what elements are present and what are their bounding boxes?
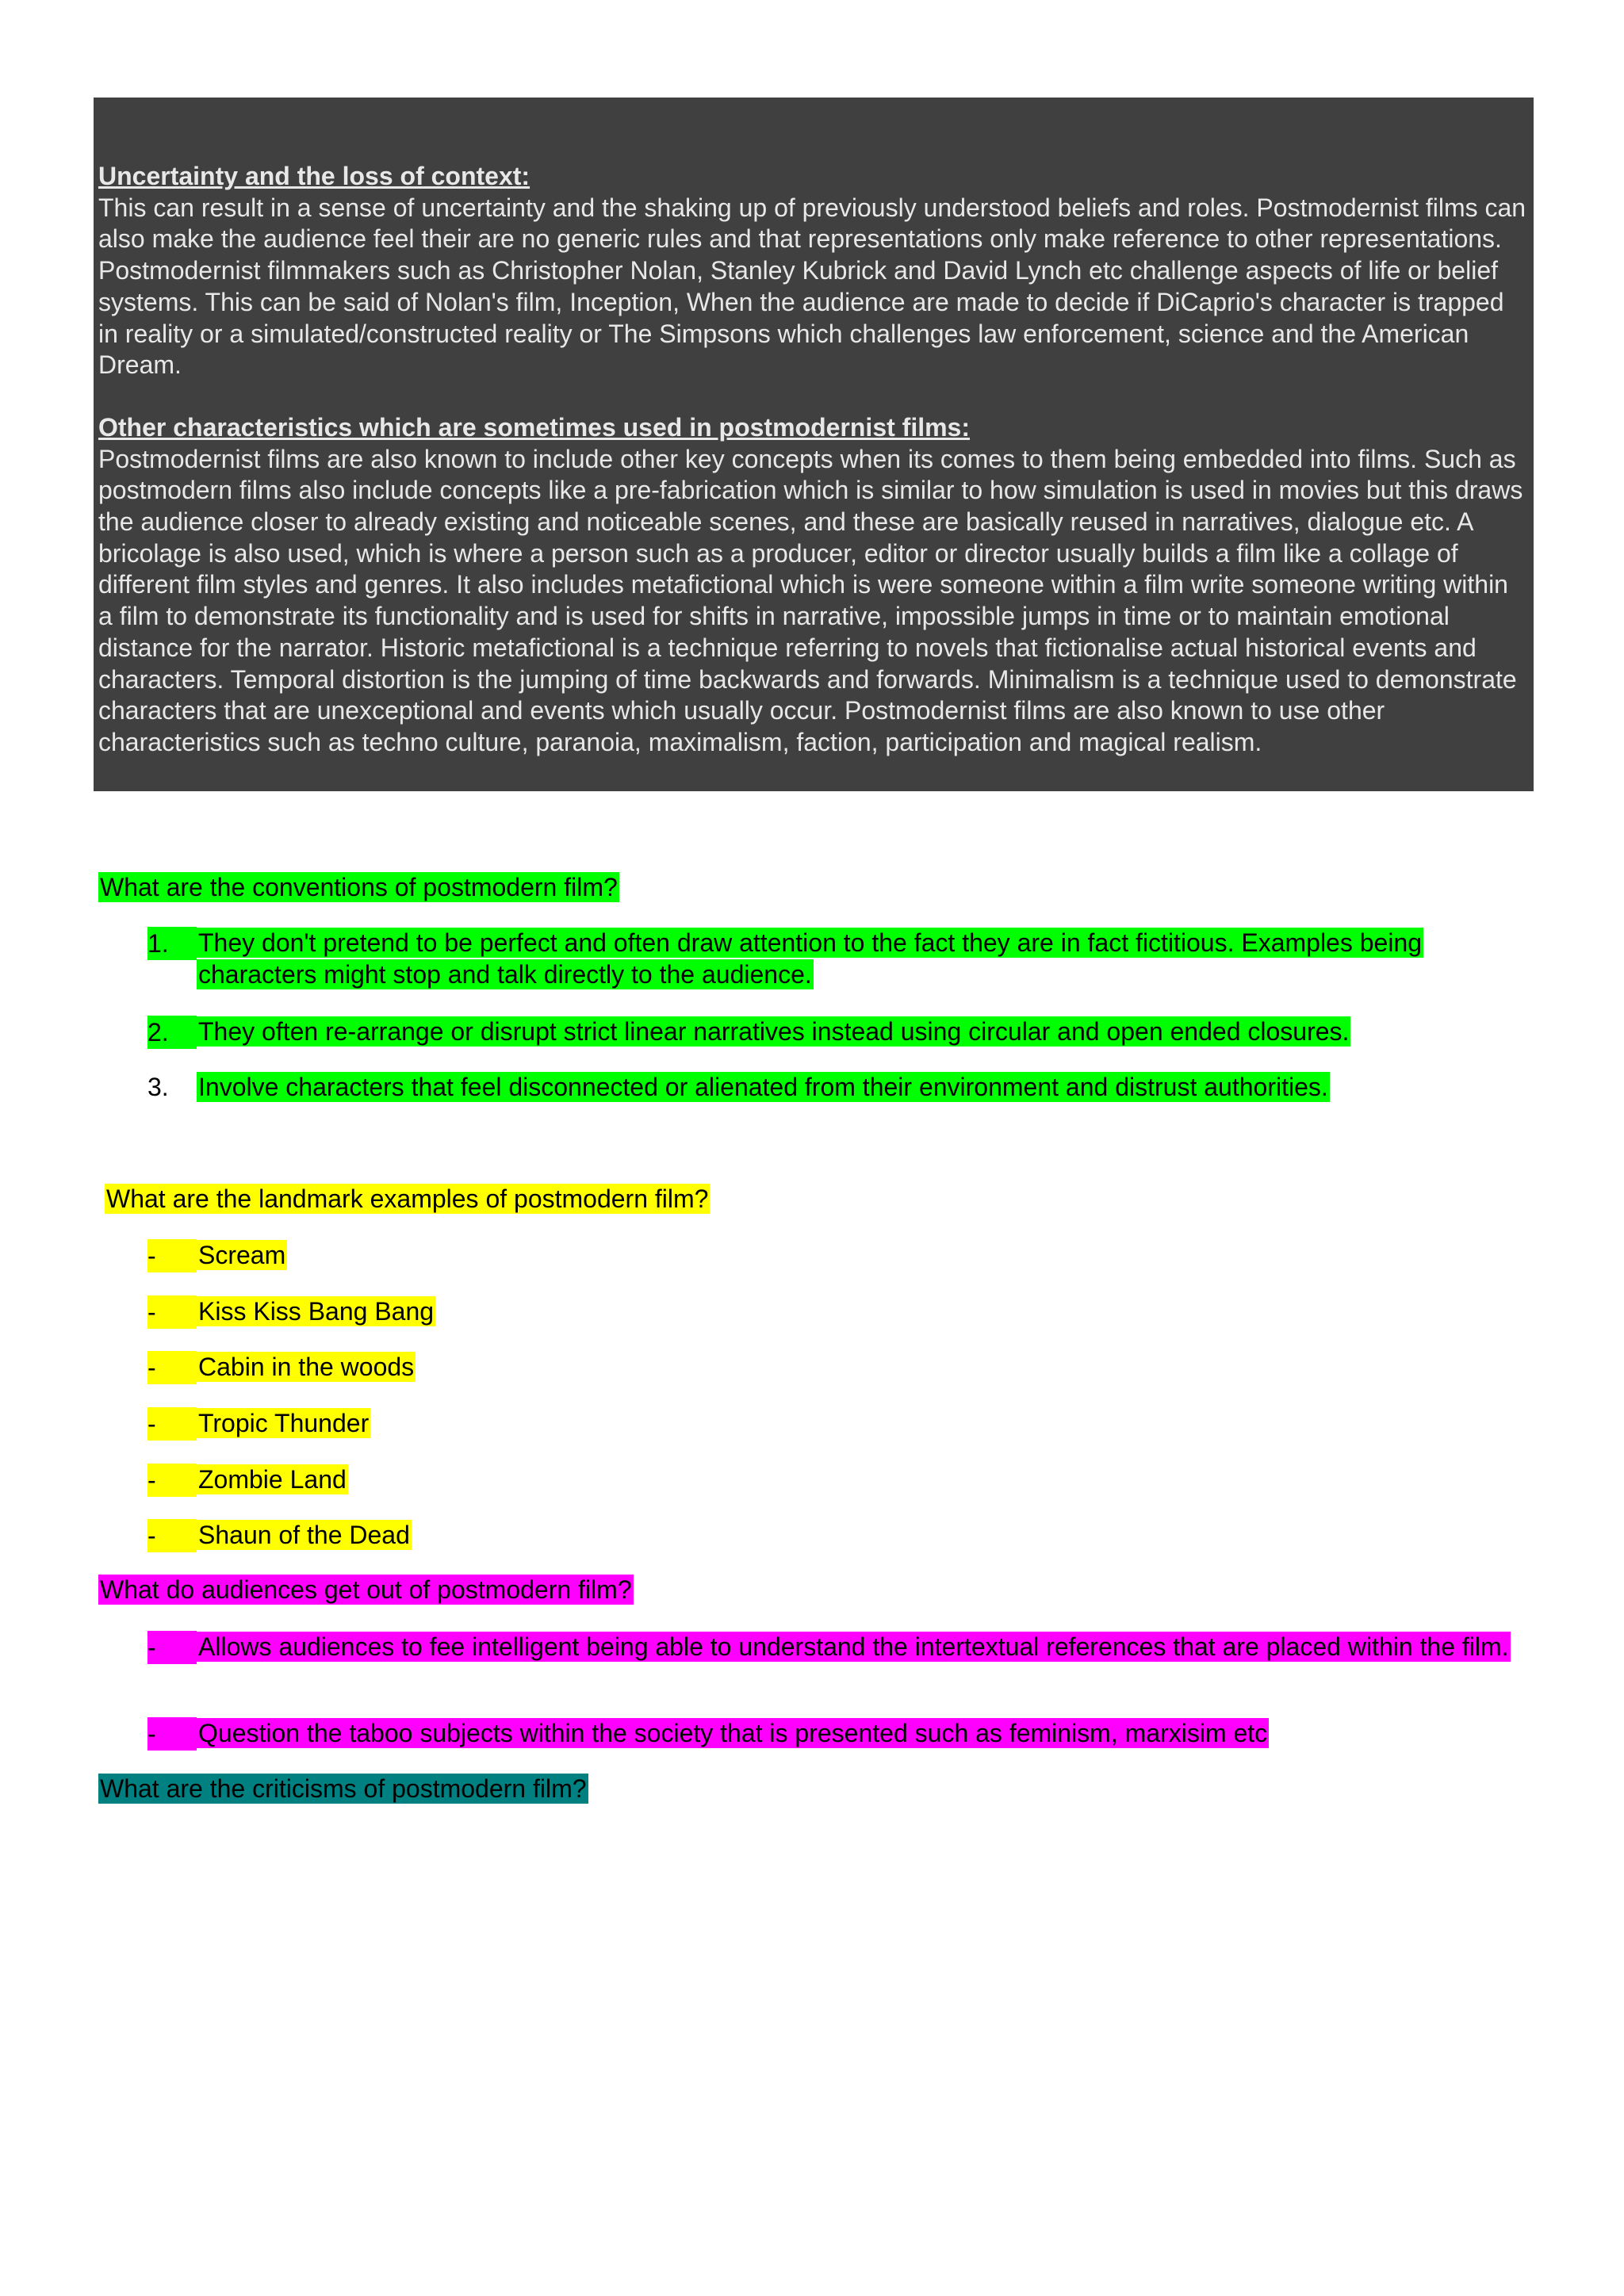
list-item bbox=[147, 1239, 1511, 1271]
paragraph-uncertainty: This can result in a sense of uncertainty and the shaking up of previously understood beliefs and roles. Postmodernist films can also make the audience feel their are no generic rules and that representations only make reference to other representations. Postmodernist filmmakers such as Christopher Nolan, Stanley Kubrick and David Lynch etc challenge aspects of life or belief systems. This can be said of Nolan's film, Inception, When the audience are made to decide if DiCaprio's character is trapped in reality or a simulated/constructed reality or The Simpsons which challenges law enforcement, science and the American Dream. bbox=[98, 193, 1526, 380]
list-item bbox=[147, 1016, 1511, 1047]
list-item bbox=[147, 1519, 1511, 1551]
list-item bbox=[147, 1631, 1511, 1663]
list-item bbox=[147, 1407, 1511, 1439]
list-marker: - bbox=[147, 1351, 197, 1384]
list-item-text: Shaun of the Dead bbox=[198, 1521, 410, 1549]
section-heading-uncertainty: Uncertainty and the loss of context: bbox=[98, 162, 530, 190]
question-landmarks-text: What are the landmark examples of postmodern film? bbox=[106, 1184, 709, 1213]
question-criticisms bbox=[98, 1774, 588, 1804]
list-marker: - bbox=[147, 1239, 197, 1272]
list-marker: - bbox=[147, 1407, 197, 1441]
paragraph-other-characteristics: Postmodernist films are also known to include other key concepts when its comes to them being embedded into films. Such as postmodern films also include concepts like a pre-fabrication which is similar to how simulation is used in movies but this draws the audience closer to already existing and noticeable scenes, and these are basically reused in narratives, dialogue etc. A bricolage is also used, which is where a person such as a producer, editor or director usually builds a film like a collage of different film styles and genres. It also includes metafictional which is were someone within a film write someone writing within a film to demonstrate its functionality and is used for shifts in narrative, impossible jumps in time or to maintain emotional distance for the narrator. Historic metafictional is a technique referring to novels that fictionalise actual historical events and characters. Temporal distortion is the jumping of time backwards and forwards. Minimalism is a technique used to demonstrate characters that are unexceptional and events which usually occur. Postmodernist films are also known to use other characteristics such as techno culture, paranoia, maximalism, faction, participation and magical realism. bbox=[98, 444, 1523, 756]
list-marker: - bbox=[147, 1717, 197, 1751]
question-criticisms-text: What are the criticisms of postmodern film? bbox=[100, 1774, 587, 1803]
list-marker: - bbox=[147, 1295, 197, 1329]
list-marker: 2. bbox=[147, 1016, 197, 1049]
list-item bbox=[147, 1717, 1511, 1749]
list-marker: - bbox=[147, 1519, 197, 1552]
question-conventions-text: What are the conventions of postmodern film? bbox=[100, 873, 618, 901]
section-heading-other-characteristics: Other characteristics which are sometimes used in postmodernist films: bbox=[98, 412, 970, 442]
list-item bbox=[147, 1351, 1511, 1383]
list-item-text: Allows audiences to fee intelligent being able to understand the intertextual references that are placed within the film. bbox=[198, 1632, 1509, 1661]
list-item-text: Kiss Kiss Bang Bang bbox=[198, 1297, 435, 1326]
list-item-text: They don't pretend to be perfect and often draw attention to the fact they are in fact fictitious. Examples being characters might stop and talk directly to the audience. bbox=[198, 928, 1423, 989]
list-item bbox=[147, 927, 1511, 990]
list-item-text: Involve characters that feel disconnected or alienated from their environment and distrust authorities. bbox=[198, 1073, 1328, 1101]
question-audiences bbox=[98, 1575, 634, 1605]
list-item bbox=[147, 1071, 1511, 1103]
list-item-text: Zombie Land bbox=[198, 1465, 347, 1494]
list-item-text: Question the taboo subjects within the society that is presented such as feminism, marxisim etc bbox=[198, 1719, 1268, 1747]
dark-text-box bbox=[94, 98, 1534, 791]
list-marker: 1. bbox=[147, 927, 197, 960]
list-item-text: Cabin in the woods bbox=[198, 1353, 415, 1381]
question-landmarks bbox=[105, 1184, 710, 1214]
list-marker: - bbox=[147, 1464, 197, 1497]
list-item-text: They often re-arrange or disrupt strict linear narratives instead using circular and open ended closures. bbox=[198, 1017, 1350, 1046]
list-item-text: Scream bbox=[198, 1241, 286, 1269]
list-marker: - bbox=[147, 1631, 197, 1664]
list-item-text: Tropic Thunder bbox=[198, 1409, 370, 1437]
list-item bbox=[147, 1295, 1511, 1327]
question-audiences-text: What do audiences get out of postmodern film? bbox=[100, 1575, 632, 1604]
list-marker: 3. bbox=[147, 1073, 169, 1101]
list-item bbox=[147, 1464, 1511, 1495]
question-conventions bbox=[98, 872, 619, 902]
